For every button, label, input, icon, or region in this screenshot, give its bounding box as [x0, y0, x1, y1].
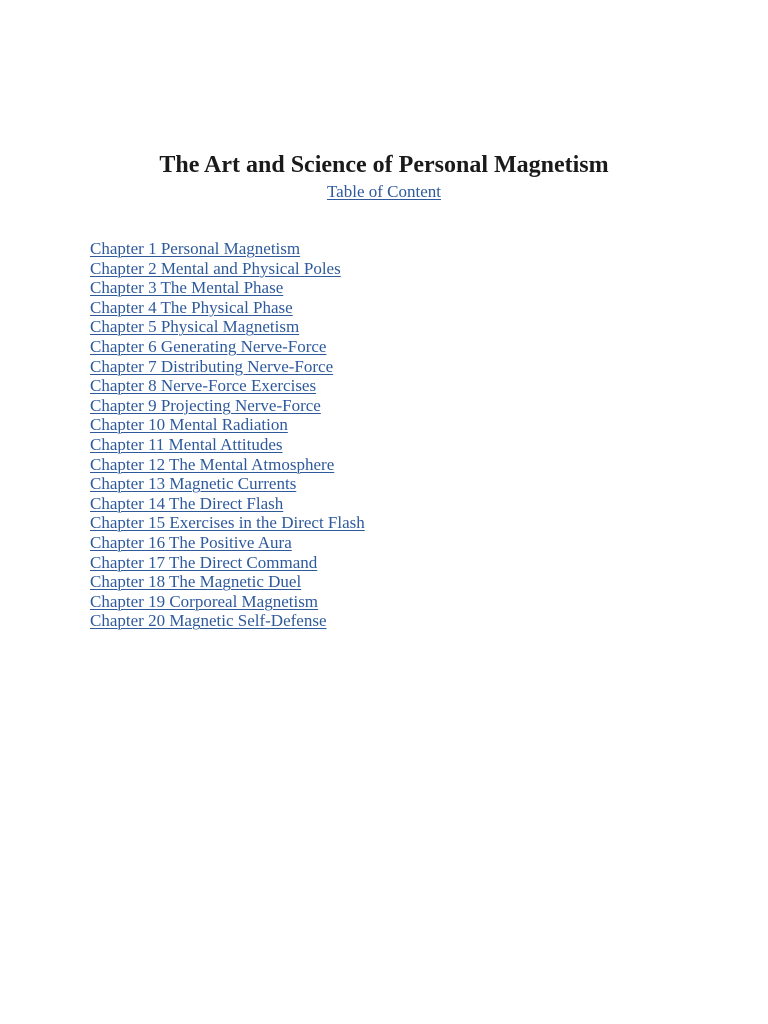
chapter-13-link[interactable]: Chapter 13 Magnetic Currents [90, 474, 297, 494]
chapter-item [90, 337, 365, 357]
chapter-7-link[interactable]: Chapter 7 Distributing Nerve-Force [90, 356, 334, 376]
chapter-item [90, 259, 365, 279]
chapter-item [90, 611, 365, 631]
chapter-3-link[interactable]: Chapter 3 The Mental Phase [90, 278, 284, 298]
chapter-11-link[interactable]: Chapter 11 Mental Attitudes [90, 434, 283, 454]
chapter-12-link[interactable]: Chapter 12 The Mental Atmosphere [90, 454, 335, 474]
chapter-item [90, 298, 365, 318]
toc-heading [0, 182, 768, 202]
chapter-item [90, 278, 365, 298]
chapter-16-link[interactable]: Chapter 16 The Positive Aura [90, 532, 292, 552]
chapter-15-link[interactable]: Chapter 15 Exercises in the Direct Flash [90, 513, 365, 533]
chapter-item [90, 376, 365, 396]
chapter-18-link[interactable]: Chapter 18 The Magnetic Duel [90, 572, 302, 592]
chapter-4-link[interactable]: Chapter 4 The Physical Phase [90, 297, 293, 317]
chapter-item [90, 435, 365, 455]
chapter-list [90, 239, 365, 631]
chapter-1-link[interactable]: Chapter 1 Personal Magnetism [90, 239, 301, 258]
chapter-20-link[interactable]: Chapter 20 Magnetic Self-Defense [90, 611, 327, 631]
chapter-19-link[interactable]: Chapter 19 Corporeal Magnetism [90, 591, 319, 611]
chapter-item [90, 592, 365, 612]
chapter-item [90, 239, 365, 259]
chapter-item [90, 513, 365, 533]
chapter-8-link[interactable]: Chapter 8 Nerve-Force Exercises [90, 376, 317, 396]
chapter-item [90, 455, 365, 475]
chapter-item [90, 415, 365, 435]
chapter-item [90, 357, 365, 377]
chapter-2-link[interactable]: Chapter 2 Mental and Physical Poles [90, 258, 341, 278]
chapter-item [90, 494, 365, 514]
chapter-6-link[interactable]: Chapter 6 Generating Nerve-Force [90, 336, 327, 356]
chapter-17-link[interactable]: Chapter 17 The Direct Command [90, 552, 318, 572]
chapter-item [90, 572, 365, 592]
chapter-10-link[interactable]: Chapter 10 Mental Radiation [90, 415, 288, 435]
chapter-item [90, 317, 365, 337]
chapter-item [90, 474, 365, 494]
chapter-5-link[interactable]: Chapter 5 Physical Magnetism [90, 317, 300, 337]
chapter-item [90, 396, 365, 416]
table-of-content-link[interactable]: Table of Content [326, 182, 441, 201]
chapter-9-link[interactable]: Chapter 9 Projecting Nerve-Force [90, 395, 321, 415]
chapter-item [90, 533, 365, 553]
page-title: The Art and Science of Personal Magnetism [159, 152, 609, 178]
chapter-14-link[interactable]: Chapter 14 The Direct Flash [90, 493, 284, 513]
chapter-item [90, 553, 365, 573]
